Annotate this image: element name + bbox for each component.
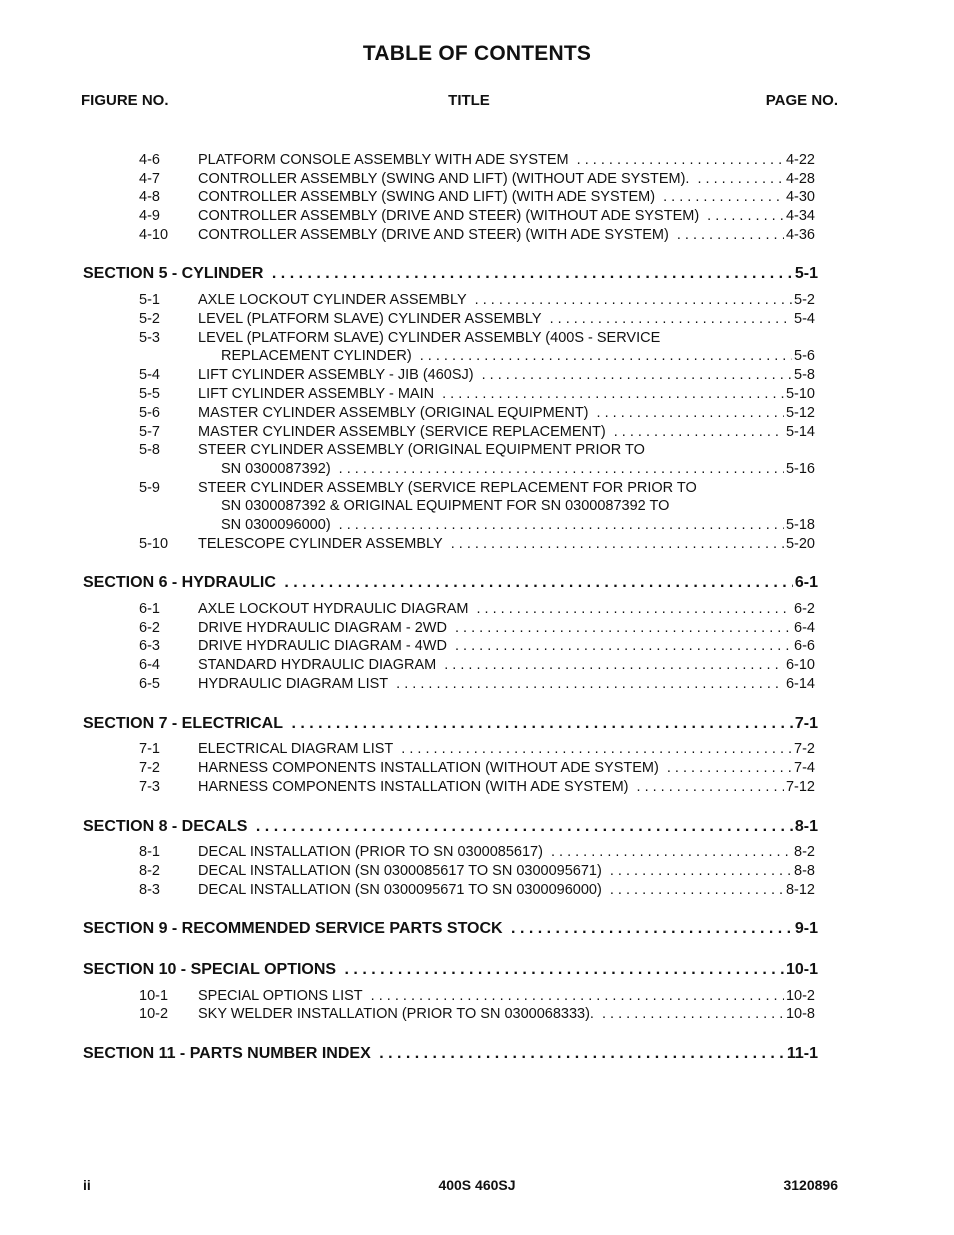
leader-dots <box>198 638 815 654</box>
page-number: 4-22 <box>785 152 815 168</box>
toc-entry[interactable] <box>198 657 815 677</box>
entry-title: MASTER CYLINDER ASSEMBLY (SERVICE REPLACEMENT) <box>198 424 610 440</box>
toc-entry[interactable] <box>198 741 815 761</box>
toc-entry[interactable] <box>198 760 815 780</box>
toc-entry[interactable] <box>198 882 815 902</box>
page-number: 11-1 <box>786 1045 818 1062</box>
entry-title: ELECTRICAL DIAGRAM LIST <box>198 741 397 757</box>
figure-number: 5-2 <box>139 311 160 327</box>
entry-title: CONTROLLER ASSEMBLY (SWING AND LIFT) (WITHOUT ADE SYSTEM). <box>198 171 693 187</box>
toc-entry[interactable] <box>198 988 815 1008</box>
entry-title: LEVEL (PLATFORM SLAVE) CYLINDER ASSEMBLY <box>198 311 546 327</box>
figure-number: 5-1 <box>139 292 160 308</box>
figure-number: 10-2 <box>139 1006 169 1022</box>
page-number: 5-8 <box>794 367 815 383</box>
section-entry[interactable] <box>83 574 818 594</box>
entry-title: CONTROLLER ASSEMBLY (SWING AND LIFT) (WITH ADE SYSTEM) <box>198 189 659 205</box>
toc-entry[interactable] <box>198 171 815 191</box>
page-number: 6-2 <box>794 601 815 617</box>
entry-title: SN 0300087392) <box>221 461 335 477</box>
entry-title: DRIVE HYDRAULIC DIAGRAM - 2WD <box>198 620 451 636</box>
figure-number: 6-1 <box>139 601 160 617</box>
page-number: 7-12 <box>785 779 815 795</box>
figure-number: 5-6 <box>139 405 160 421</box>
leader-dots <box>198 1006 815 1022</box>
entry-title: MASTER CYLINDER ASSEMBLY (ORIGINAL EQUIPMENT) <box>198 405 593 421</box>
footer-page-number: ii <box>83 1177 91 1193</box>
figure-number: 4-6 <box>139 152 160 168</box>
leader-dots <box>198 779 815 795</box>
page-number: 5-6 <box>794 348 815 364</box>
toc-entry[interactable] <box>198 311 815 331</box>
leader-dots <box>83 818 818 836</box>
page-number: 8-1 <box>794 818 818 835</box>
entry-title: CONTROLLER ASSEMBLY (DRIVE AND STEER) (WITH ADE SYSTEM) <box>198 227 673 243</box>
page-number: 5-20 <box>785 536 815 552</box>
entry-title: AXLE LOCKOUT HYDRAULIC DIAGRAM <box>198 601 472 617</box>
page-number: 4-36 <box>785 227 815 243</box>
entry-title: CONTROLLER ASSEMBLY (DRIVE AND STEER) (WITHOUT ADE SYSTEM) <box>198 208 703 224</box>
leader-dots <box>221 517 815 533</box>
leader-dots <box>83 574 818 592</box>
entry-title: DECAL INSTALLATION (PRIOR TO SN 0300085617) <box>198 844 547 860</box>
toc-entry[interactable] <box>221 517 815 537</box>
section-entry[interactable] <box>83 265 818 285</box>
section-title: SECTION 8 - DECALS <box>83 818 251 835</box>
toc-entry[interactable] <box>198 152 815 172</box>
page-number: 6-10 <box>785 657 815 673</box>
section-title: SECTION 9 - RECOMMENDED SERVICE PARTS STOCK <box>83 920 507 937</box>
figure-number: 6-3 <box>139 638 160 654</box>
figure-number: 6-4 <box>139 657 160 673</box>
leader-dots <box>198 152 815 168</box>
page-number: 5-16 <box>785 461 815 477</box>
leader-dots <box>221 461 815 477</box>
toc-entry[interactable] <box>198 844 815 864</box>
entry-title: DRIVE HYDRAULIC DIAGRAM - 4WD <box>198 638 451 654</box>
entry-title: PLATFORM CONSOLE ASSEMBLY WITH ADE SYSTEM <box>198 152 573 168</box>
toc-entry[interactable] <box>198 863 815 883</box>
leader-dots <box>198 601 815 617</box>
leader-dots <box>198 292 815 308</box>
toc-entry[interactable] <box>221 461 815 481</box>
toc-entry[interactable] <box>198 536 815 556</box>
page-number: 6-1 <box>794 574 818 591</box>
page-number: 8-2 <box>794 844 815 860</box>
leader-dots <box>198 844 815 860</box>
leader-dots <box>198 988 815 1004</box>
leader-dots <box>198 189 815 205</box>
toc-entry[interactable] <box>198 405 815 425</box>
page-number: 10-8 <box>785 1006 815 1022</box>
page-number: 6-4 <box>794 620 815 636</box>
leader-dots <box>83 715 818 733</box>
section-entry[interactable] <box>83 1045 818 1065</box>
toc-entry[interactable] <box>198 638 815 658</box>
toc-entry[interactable] <box>198 676 815 696</box>
leader-dots <box>198 760 815 776</box>
page-number: 10-1 <box>785 961 818 978</box>
figure-number: 6-5 <box>139 676 160 692</box>
entry-title: SKY WELDER INSTALLATION (PRIOR TO SN 0300068333). <box>198 1006 598 1022</box>
figure-number: 5-10 <box>139 536 169 552</box>
section-entry[interactable] <box>83 961 818 981</box>
toc-entry[interactable] <box>198 292 815 312</box>
page-number: 4-34 <box>785 208 815 224</box>
figure-number: 4-7 <box>139 171 160 187</box>
entry-title[interactable]: LEVEL (PLATFORM SLAVE) CYLINDER ASSEMBLY (400S - SERVICE <box>198 330 661 346</box>
entry-title: SPECIAL OPTIONS LIST <box>198 988 367 1004</box>
figure-number: 6-2 <box>139 620 160 636</box>
leader-dots <box>83 920 818 938</box>
figure-number: 8-1 <box>139 844 160 860</box>
entry-title: AXLE LOCKOUT CYLINDER ASSEMBLY <box>198 292 471 308</box>
toc-entry[interactable] <box>198 227 815 247</box>
figure-number: 8-3 <box>139 882 160 898</box>
section-entry[interactable] <box>83 715 818 735</box>
figure-number: 5-5 <box>139 386 160 402</box>
toc-entry[interactable] <box>198 601 815 621</box>
leader-dots <box>198 863 815 879</box>
leader-dots <box>198 171 815 187</box>
page-number: 4-28 <box>785 171 815 187</box>
toc-entry[interactable] <box>198 208 815 228</box>
section-title: SECTION 5 - CYLINDER <box>83 265 267 282</box>
figure-number: 4-9 <box>139 208 160 224</box>
title-header: TITLE <box>448 92 490 109</box>
figure-number: 5-3 <box>139 330 160 346</box>
leader-dots <box>221 348 815 364</box>
page-no-header: PAGE NO. <box>765 92 838 109</box>
leader-dots <box>198 536 815 552</box>
leader-dots <box>198 386 815 402</box>
page-number: 5-1 <box>794 265 818 282</box>
figure-number: 7-2 <box>139 760 160 776</box>
entry-title: SN 0300096000) <box>221 517 335 533</box>
leader-dots <box>198 311 815 327</box>
page-number: 5-10 <box>785 386 815 402</box>
leader-dots <box>198 676 815 692</box>
entry-title: DECAL INSTALLATION (SN 0300085617 TO SN 0300095671) <box>198 863 606 879</box>
leader-dots <box>198 620 815 636</box>
leader-dots <box>198 657 815 673</box>
leader-dots <box>198 208 815 224</box>
section-entry[interactable] <box>83 920 818 940</box>
toc-entry[interactable] <box>198 189 815 209</box>
section-title: SECTION 6 - HYDRAULIC <box>83 574 280 591</box>
figure-number: 8-2 <box>139 863 160 879</box>
figure-number: 4-10 <box>139 227 169 243</box>
figure-number: 4-8 <box>139 189 160 205</box>
entry-title: STANDARD HYDRAULIC DIAGRAM <box>198 657 440 673</box>
page-number: 4-30 <box>785 189 815 205</box>
leader-dots <box>198 882 815 898</box>
entry-title: TELESCOPE CYLINDER ASSEMBLY <box>198 536 447 552</box>
leader-dots <box>198 367 815 383</box>
leader-dots <box>83 265 818 283</box>
page-number: 5-4 <box>794 311 815 327</box>
footer-doc-number: 3120896 <box>783 1177 838 1193</box>
page-number: 5-12 <box>785 405 815 421</box>
leader-dots <box>83 961 818 979</box>
page-number: 10-2 <box>785 988 815 1004</box>
entry-title[interactable]: STEER CYLINDER ASSEMBLY (ORIGINAL EQUIPMENT PRIOR TO <box>198 442 645 458</box>
toc-entry[interactable] <box>221 348 815 368</box>
section-entry[interactable] <box>83 818 818 838</box>
figure-number: 5-8 <box>139 442 160 458</box>
page-number: 6-14 <box>785 676 815 692</box>
figure-number: 7-3 <box>139 779 160 795</box>
leader-dots <box>198 227 815 243</box>
toc-entry[interactable] <box>198 779 815 799</box>
toc-entry[interactable] <box>198 620 815 640</box>
leader-dots <box>83 1045 818 1063</box>
page-number: 6-6 <box>794 638 815 654</box>
toc-entry[interactable] <box>198 367 815 387</box>
leader-dots <box>198 405 815 421</box>
footer-model: 400S 460SJ <box>438 1177 516 1193</box>
entry-title: HARNESS COMPONENTS INSTALLATION (WITH ADE SYSTEM) <box>198 779 632 795</box>
page-number: 5-18 <box>785 517 815 533</box>
toc-entry[interactable] <box>198 1006 815 1026</box>
entry-title: HYDRAULIC DIAGRAM LIST <box>198 676 392 692</box>
page-number: 8-8 <box>794 863 815 879</box>
page-number: 7-2 <box>794 741 815 757</box>
figure-number: 10-1 <box>139 988 169 1004</box>
figure-number: 5-4 <box>139 367 160 383</box>
entry-title: LIFT CYLINDER ASSEMBLY - MAIN <box>198 386 438 402</box>
page-number: 5-14 <box>785 424 815 440</box>
leader-dots <box>198 741 815 757</box>
figure-number: 5-9 <box>139 480 160 496</box>
page-number: 7-1 <box>794 715 818 732</box>
section-title: SECTION 11 - PARTS NUMBER INDEX <box>83 1045 375 1062</box>
figure-number: 5-7 <box>139 424 160 440</box>
page-number: 8-12 <box>785 882 815 898</box>
section-title: SECTION 7 - ELECTRICAL <box>83 715 287 732</box>
toc-entry[interactable] <box>198 386 815 406</box>
entry-title: REPLACEMENT CYLINDER) <box>221 348 416 364</box>
section-title: SECTION 10 - SPECIAL OPTIONS <box>83 961 340 978</box>
figure-number: 7-1 <box>139 741 160 757</box>
page-number: 7-4 <box>794 760 815 776</box>
page-title: TABLE OF CONTENTS <box>362 42 592 65</box>
entry-title: HARNESS COMPONENTS INSTALLATION (WITHOUT ADE SYSTEM) <box>198 760 663 776</box>
figure-no-header: FIGURE NO. <box>81 92 169 109</box>
entry-title[interactable]: SN 0300087392 & ORIGINAL EQUIPMENT FOR SN 0300087392 TO <box>221 498 670 514</box>
entry-title[interactable]: STEER CYLINDER ASSEMBLY (SERVICE REPLACEMENT FOR PRIOR TO <box>198 480 697 496</box>
page-number: 5-2 <box>794 292 815 308</box>
page-number: 9-1 <box>794 920 818 937</box>
entry-title: LIFT CYLINDER ASSEMBLY - JIB (460SJ) <box>198 367 478 383</box>
toc-entry[interactable] <box>198 424 815 444</box>
leader-dots <box>198 424 815 440</box>
entry-title: DECAL INSTALLATION (SN 0300095671 TO SN 0300096000) <box>198 882 606 898</box>
